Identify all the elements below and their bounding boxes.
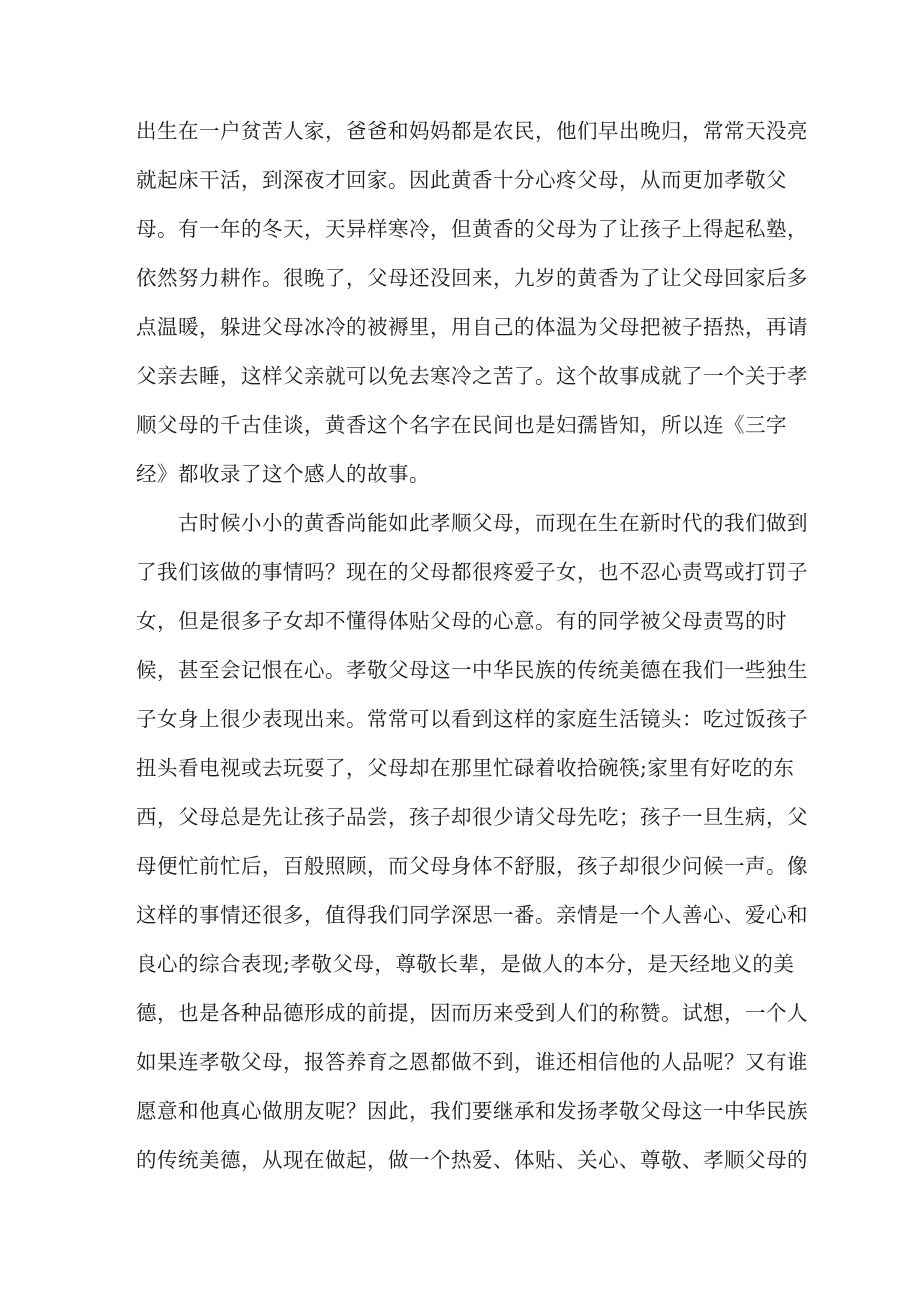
text-line-17: 这样的事情还很多，值得我们同学深思一番。亲情是一个人善心、爱心和	[136, 903, 808, 927]
text-line-4: 依然努力耕作。很晚了，父母还没回来，九岁的黄香为了让父母回家后多	[136, 266, 808, 290]
text-line-3: 母。有一年的冬天，天异样寒冷，但黄香的父母为了让孩子上得起私塾，	[136, 217, 808, 241]
text-line-19: 德，也是各种品德形成的前提，因而历来受到人们的称赞。试想，一个人	[136, 1001, 808, 1025]
text-line-2: 就起床干活，到深夜才回家。因此黄香十分心疼父母，从而更加孝敬父	[136, 168, 787, 192]
text-line-14: 扭头看电视或去玩耍了，父母却在那里忙碌着收拾碗筷;家里有好吃的东	[136, 756, 795, 780]
text-line-7: 顺父母的千古佳谈，黄香这个名字在民间也是妇孺皆知，所以连《三字	[136, 413, 787, 437]
text-line-21: 愿意和他真心做朋友呢？因此，我们要继承和发扬孝敬父母这一中华民族	[136, 1099, 808, 1123]
text-line-22: 的传统美德，从现在做起，做一个热爱、体贴、关心、尊敬、孝顺父母的	[136, 1148, 808, 1172]
text-line-15: 西，父母总是先让孩子品尝，孩子却很少请父母先吃；孩子一旦生病，父	[136, 805, 808, 829]
text-line-5: 点温暖，躲进父母冰冷的被褥里，用自己的体温为父母把被子捂热，再请	[136, 315, 808, 339]
text-line-18: 良心的综合表现;孝敬父母，尊敬长辈，是做人的本分，是天经地义的美	[136, 952, 795, 976]
text-line-11: 女，但是很多子女却不懂得体贴父母的心意。有的同学被父母责骂的时	[136, 609, 787, 633]
text-line-6: 父亲去睡，这样父亲就可以免去寒冷之苦了。这个故事成就了一个关于孝	[136, 364, 808, 388]
text-line-1: 出生在一户贫苦人家，爸爸和妈妈都是农民，他们早出晚归，常常天没亮	[136, 119, 808, 143]
text-line-9: 古时候小小的黄香尚能如此孝顺父母，而现在生在新时代的我们做到	[178, 511, 808, 535]
text-line-13: 子女身上很少表现出来。常常可以看到这样的家庭生活镜头：吃过饭孩子	[136, 707, 808, 731]
text-line-8: 经》都收录了这个感人的故事。	[136, 462, 430, 486]
text-line-16: 母便忙前忙后，百般照顾，而父母身体不舒服，孩子却很少问候一声。像	[136, 854, 808, 878]
text-line-12: 候，甚至会记恨在心。孝敬父母这一中华民族的传统美德在我们一些独生	[136, 658, 808, 682]
text-line-20: 如果连孝敬父母，报答养育之恩都做不到，谁还相信他的人品呢？又有谁	[136, 1050, 808, 1074]
text-line-10: 了我们该做的事情吗？现在的父母都很疼爱子女，也不忍心责骂或打罚子	[136, 560, 808, 584]
